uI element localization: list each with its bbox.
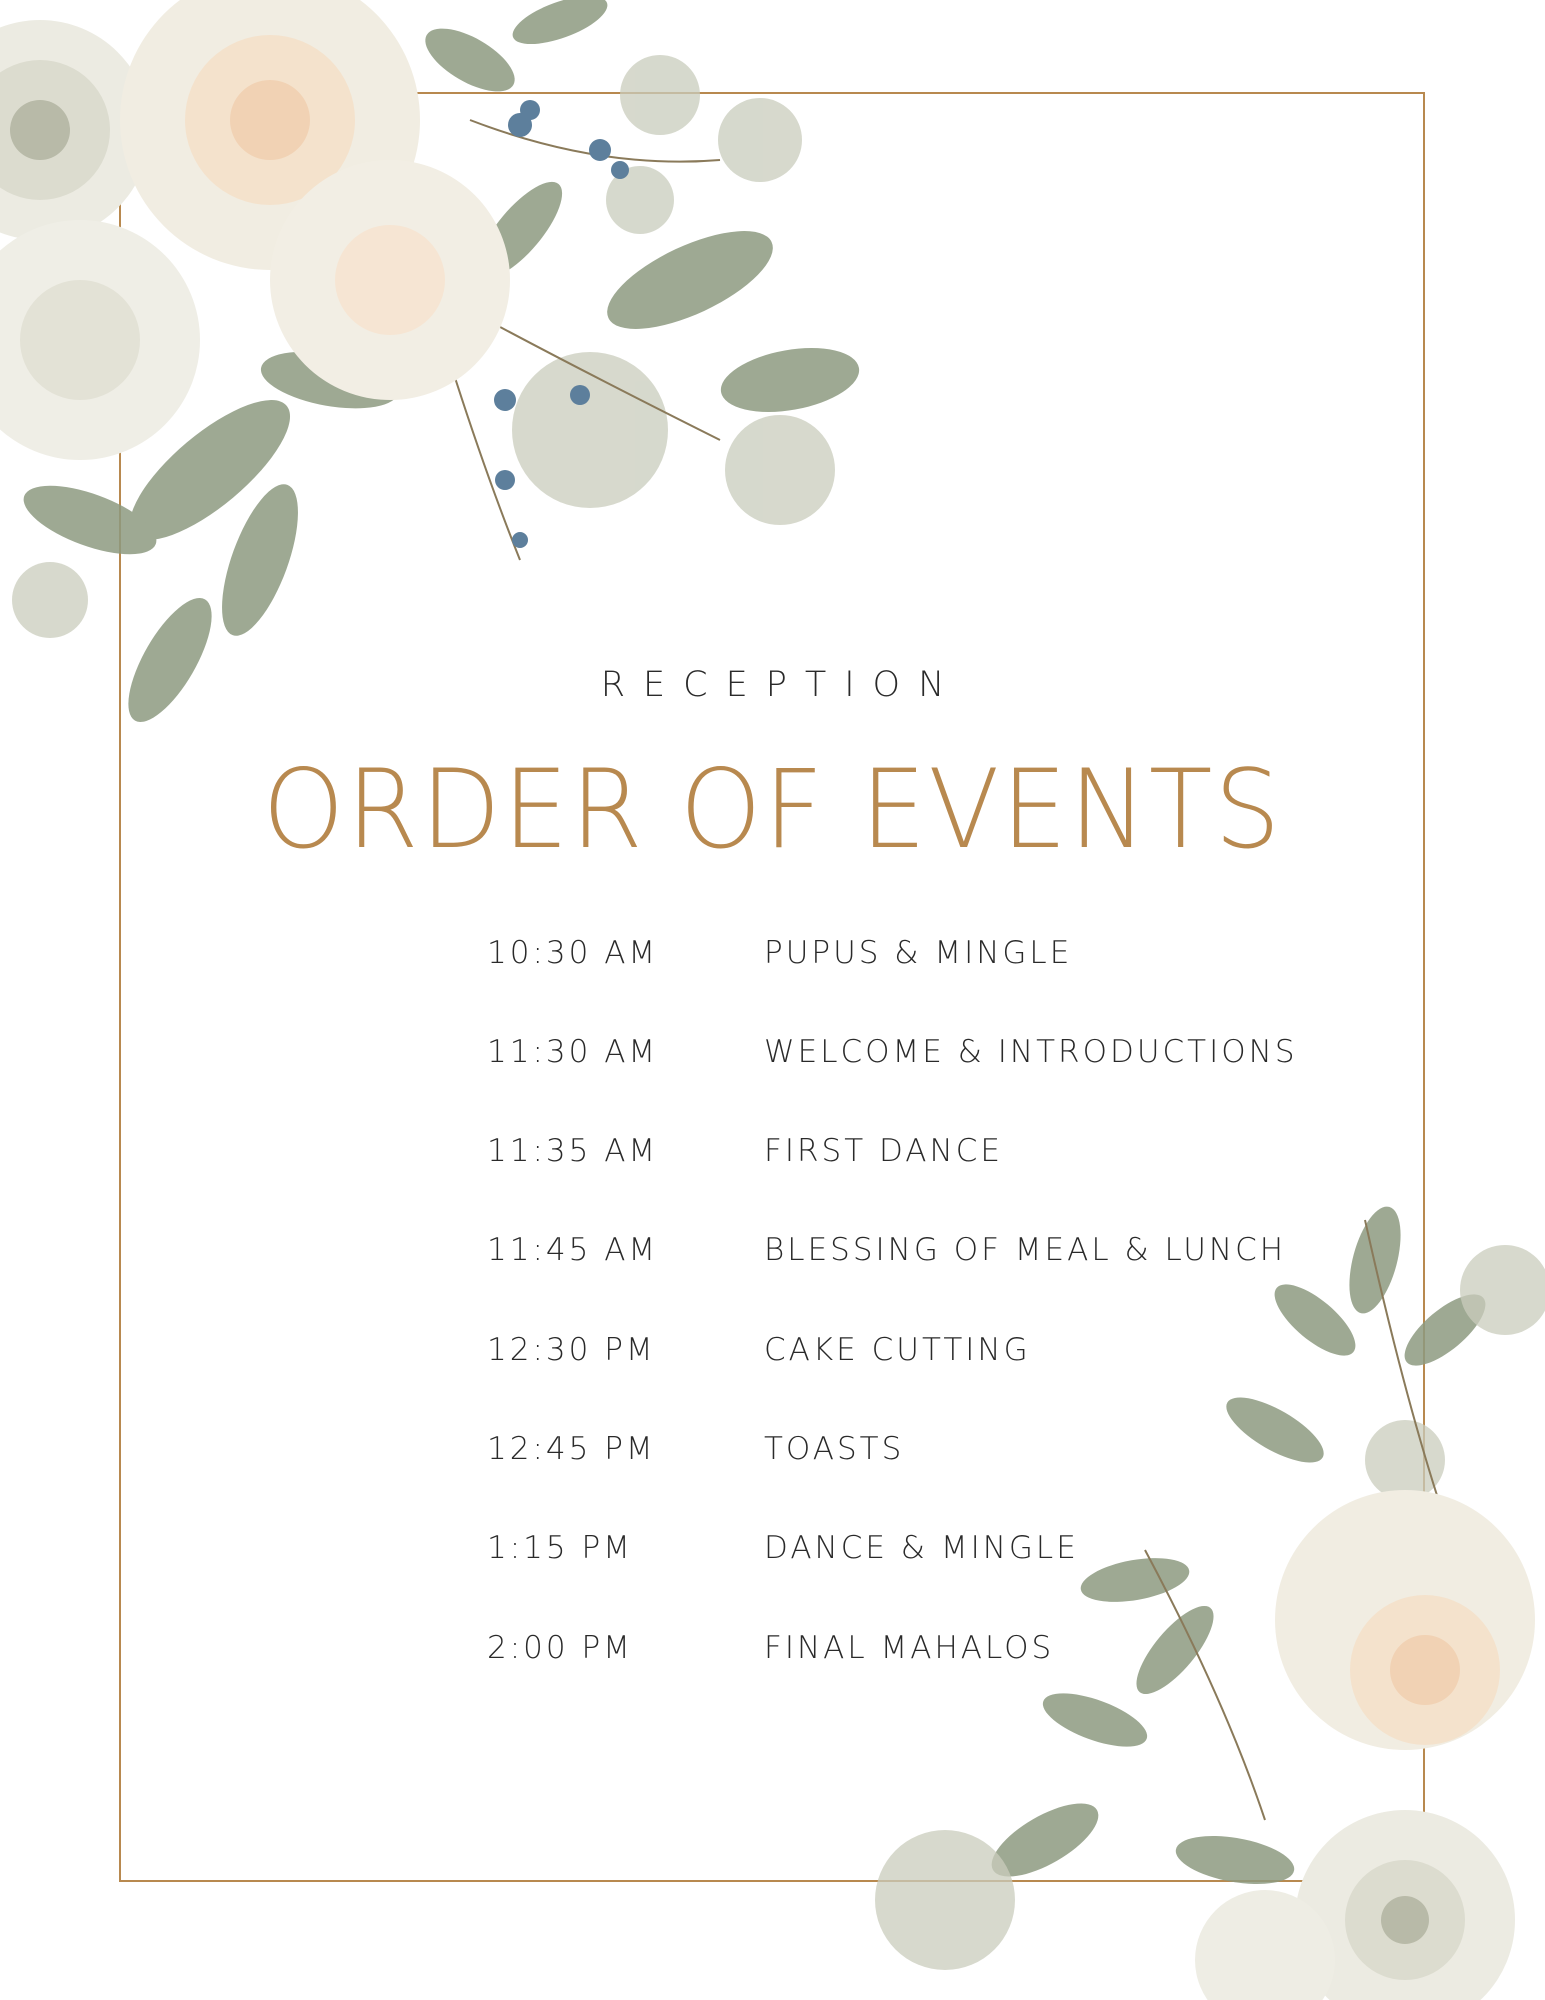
floral-top-left-illustration bbox=[0, 0, 880, 780]
event-time: 10:30 AM bbox=[487, 935, 659, 971]
event-time: 11:30 AM bbox=[487, 1034, 659, 1070]
event-name: WELCOME & INTRODUCTIONS bbox=[764, 1034, 1298, 1070]
event-time: 1:15 PM bbox=[487, 1530, 633, 1566]
event-name: PUPUS & MINGLE bbox=[764, 935, 1073, 971]
event-time: 11:35 AM bbox=[487, 1133, 659, 1169]
event-time: 11:45 AM bbox=[487, 1232, 659, 1268]
page-title: ORDER OF EVENTS bbox=[262, 744, 1283, 874]
schedule-row bbox=[0, 1530, 1545, 1590]
event-name: CAKE CUTTING bbox=[764, 1332, 1031, 1368]
event-time: 12:45 PM bbox=[487, 1431, 656, 1467]
event-name: FIRST DANCE bbox=[764, 1133, 1003, 1169]
event-name: DANCE & MINGLE bbox=[764, 1530, 1079, 1566]
schedule-row bbox=[0, 1133, 1545, 1193]
event-time: 2:00 PM bbox=[487, 1630, 633, 1666]
section-kicker: RECEPTION bbox=[600, 665, 963, 705]
floral-bottom-right-illustration bbox=[845, 1200, 1545, 2000]
event-name: TOASTS bbox=[764, 1431, 905, 1467]
schedule-row bbox=[0, 1431, 1545, 1491]
event-name: BLESSING OF MEAL & LUNCH bbox=[764, 1232, 1287, 1268]
event-time: 12:30 PM bbox=[487, 1332, 656, 1368]
event-name: FINAL MAHALOS bbox=[764, 1630, 1055, 1666]
schedule-row bbox=[0, 1034, 1545, 1094]
schedule-row bbox=[0, 1332, 1545, 1392]
schedule-row bbox=[0, 1232, 1545, 1292]
schedule-row bbox=[0, 935, 1545, 995]
schedule-row bbox=[0, 1630, 1545, 1690]
